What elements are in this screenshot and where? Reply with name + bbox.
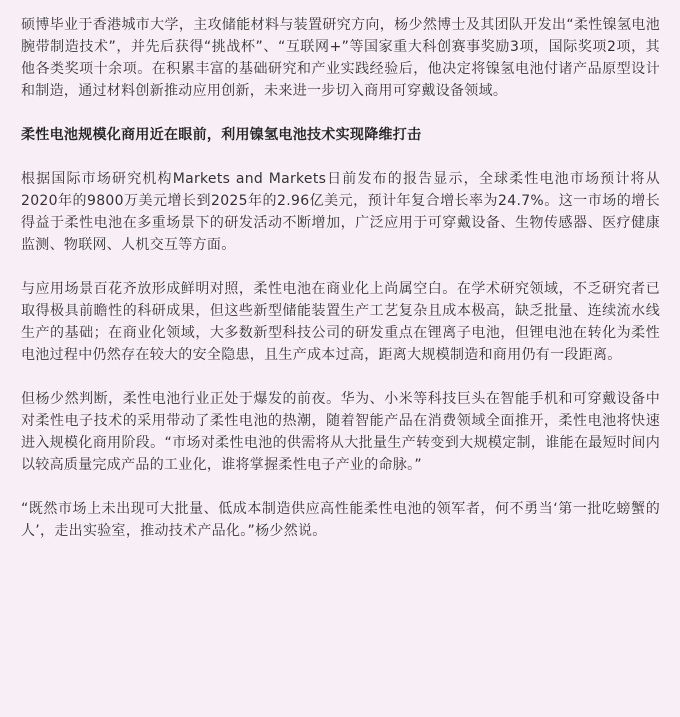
paragraph-intro: 硕博毕业于香港城市大学，主攻储能材料与装置研究方向，杨少然博士及其团队开发出“柔性镍氢电池腕带制造技术”，并先后获得“挑战杯”、“互联网+”等国家重大科创赛事奖励3项，国际奖项2项，其他各类奖项十余项。在积累丰富的基础研究和产业实践经验后，他决定将镍氢电池付诸产品原型设计和制造，通过材料创新推动应用创新，未来进一步切入商用可穿戴设备领域。 bbox=[21, 17, 660, 99]
paragraph-commercialization: 与应用场景百花齐放形成鲜明对照，柔性电池在商业化上尚属空白。在学术研究领域，不乏研究者已取得极具前瞻性的科研成果，但这些新型储能装置生产工艺复杂且成本极高，缺乏批量、连续流水线生产的基础；在商业化领域，大多数新型科技公司的研发重点在锂离子电池，但锂电池在转化为柔性电池过程中仍然存在较大的安全隐患，且生产成本过高，距离大规模制造和商用仍有一段距离。 bbox=[21, 281, 660, 363]
section-heading: 柔性电池规模化商用近在眼前，利用镍氢电池技术实现降维打击 bbox=[21, 127, 422, 143]
paragraph-industry-outlook: 但杨少然判断，柔性电池行业正处于爆发的前夜。华为、小米等科技巨头在智能手机和可穿戴设备中对柔性电子技术的采用带动了柔性电池的热潮，随着智能产品在消费领域全面推开，柔性电池将快速进入规模化商用阶段。“市场对柔性电池的供需将从大批量生产转变到大规模定制，谁能在最短时间内以较高质量完成产品的工业化，谁将掌握柔性电子产业的命脉。” bbox=[21, 391, 660, 473]
paragraph-quote: “既然市场上未出现可大批量、低成本制造供应高性能柔性电池的领军者，何不勇当‘第一批吃螃蟹的人’，走出实验室，推动技术产品化。”杨少然说。 bbox=[21, 501, 660, 539]
paragraph-market-report: 根据国际市场研究机构Markets and Markets日前发布的报告显示，全球柔性电池市场预计将从2020年的9800万美元增长到2025年的2.96亿美元，预计年复合增长率为24.7%。这一市场的增长得益于柔性电池在多重场景下的研发活动不断增加，广泛应用于可穿戴设备、生物传感器、医疗健康监测、物联网、人机交互等方面。 bbox=[21, 171, 660, 253]
